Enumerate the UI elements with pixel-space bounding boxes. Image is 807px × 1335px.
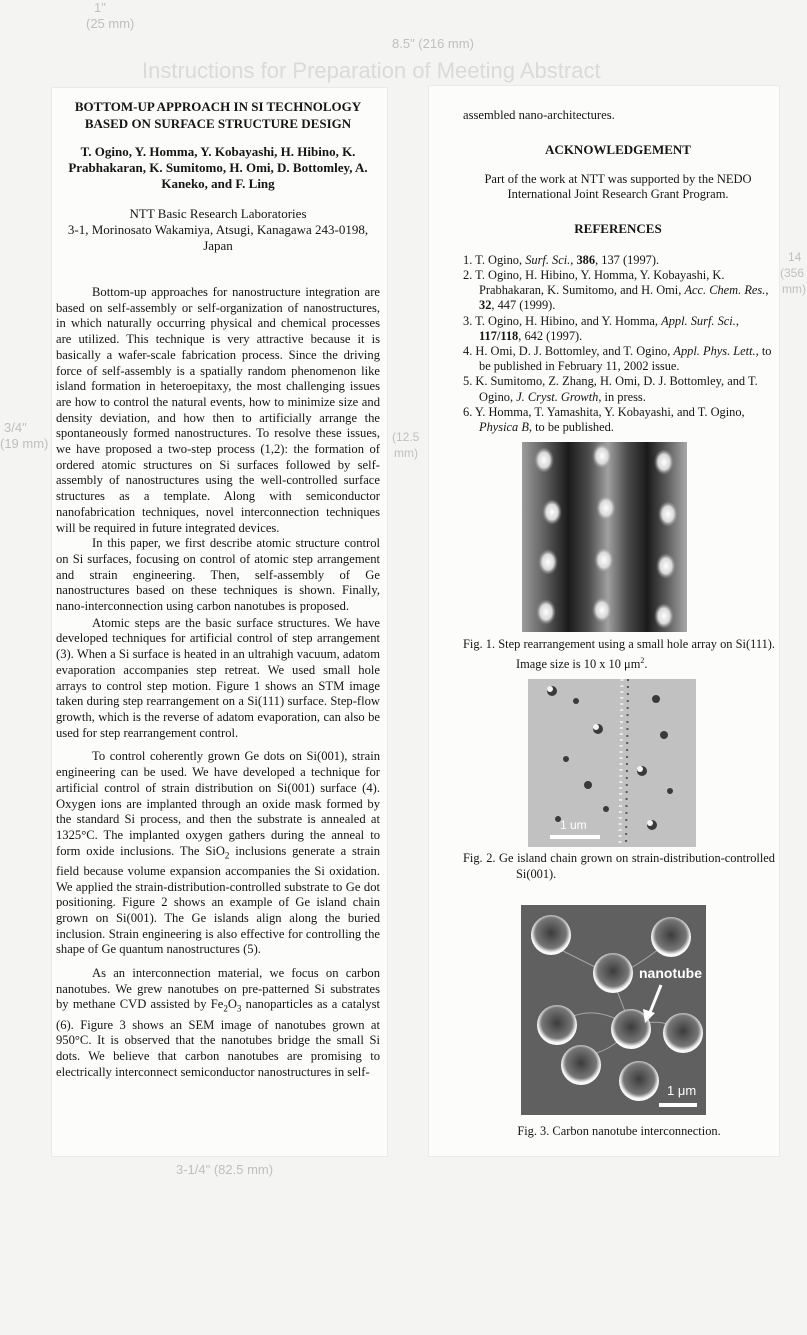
figure-2-scale-bar-label: 1 um xyxy=(560,818,587,832)
acknowledgement-heading: ACKNOWLEDGEMENT xyxy=(545,141,691,157)
affiliation xyxy=(56,206,380,254)
para-4-part-b: inclusions generate a strain field because volume expansion accompanies the Si oxidation. We applied the strain-distribution-controlled substrate to Ge dot positioning. Figure 2 shows an example of Ge island chain grown on Si(001). The Ge islands align along the buried inclusion. Strain engineering is also effective for controlling the shape of Ge quantum nanostructures (5). xyxy=(56,843,380,957)
left-margin-mm: (19 mm) xyxy=(0,436,49,451)
bottom-dimension-mark: 3-1/4" (82.5 mm) xyxy=(176,1162,274,1177)
figure-3-caption: Fig. 3. Carbon nanotube interconnection. xyxy=(517,1124,721,1138)
para-5-mid: O xyxy=(227,997,237,1012)
figure-3-sem-image xyxy=(521,905,706,1115)
reference-item: 3. T. Ogino, H. Hibino, and Y. Homma, Appl. Surf. Sci., 117/118, 642 (1997). xyxy=(463,313,739,343)
reference-item: 5. K. Sumitomo, Z. Zhang, H. Omi, D. J. Bottomley, and T. Ogino, J. Cryst. Growth, in press. xyxy=(463,374,758,404)
acknowledgement-text: Part of the work at NTT was supported by the NEDO International Joint Research Grant Program. xyxy=(484,171,752,202)
reference-list xyxy=(463,253,773,435)
left-margin-mark: 3/4" xyxy=(4,420,27,435)
right-margin-mm-2: mm) xyxy=(782,282,806,296)
para-5-part-a: As an interconnection material, we focus on carbon nanotubes. We grew nanotubes on pre-patterned Si substrates by methane CVD assisted by Fe xyxy=(56,966,380,1012)
para-5-subscript-2: 3 xyxy=(236,1003,242,1014)
continued-text: assembled nano-architectures. xyxy=(463,108,615,122)
right-margin-mark: 14 xyxy=(788,250,802,264)
para-4-part-a: To control coherently grown Ge dots on Si(001), strain engineering can be used. We have developed a technique for artificial control of strain distribution on Si(001) surface (4). Oxygen ions are implanted through an oxide mask formed by the standard Si process, and then the substrate is annealed at 1325°C. The implanted oxygen gathers during the anneal to form oxide inclusions. The SiO xyxy=(56,749,380,858)
left-column-page xyxy=(52,88,387,1156)
para-5-part-b: nanoparticles as a catalyst (6). Figure 3 shows an SEM image of nanotubes grown at 950°C. It is observed that the nanotubes bridge the small Si dots. We believe that carbon nanotubes are promising to electrically interconnect semiconductor nanostructures in self- xyxy=(56,997,380,1079)
right-margin-mm: (356 xyxy=(780,266,805,280)
author-list: T. Ogino, Y. Homma, Y. Kobayashi, H. Hibino, K. Prabhakaran, K. Sumitomo, H. Omi, D. Bottomley, A. Kaneko, and F. Ling xyxy=(68,144,368,191)
figure-1-graphic xyxy=(522,442,687,632)
references-heading: REFERENCES xyxy=(574,220,662,236)
reference-item: 1. T. Ogino, Surf. Sci., 386, 137 (1997). xyxy=(463,252,660,267)
body-paragraph-2: In this paper, we first describe atomic structure control on Si surfaces, focusing on control of atomic step arrangement and strain engineering. Then, self-assembly of Ge nanostructures based on these techniques is shown. Finally, nano-interconnection using carbon nanotubes is proposed. xyxy=(56,536,380,614)
reference-item: 6. Y. Homma, T. Yamashita, Y. Kobayashi, and T. Ogino, Physica B, to be published. xyxy=(463,404,745,434)
reference-item: 4. H. Omi, D. J. Bottomley, and T. Ogino, Appl. Phys. Lett., to be published in February 11, 2002 issue. xyxy=(463,343,772,374)
paper-title: BOTTOM-UP APPROACH IN SI TECHNOLOGY BASED ON SURFACE STRUCTURE DESIGN xyxy=(74,99,362,131)
figure-3-nanotube-label: nanotube xyxy=(639,965,702,981)
body-paragraph-5 xyxy=(56,966,380,1080)
affiliation-address: 3-1, Morinosato Wakamiya, Atsugi, Kanagawa 243-0198, Japan xyxy=(67,222,369,253)
affiliation-lab: NTT Basic Research Laboratories xyxy=(129,206,307,221)
figure-1-caption-superscript: 2 xyxy=(640,655,645,665)
column-gap-mark: (12.5 xyxy=(392,430,420,444)
figure-1-caption-text: Fig. 1. Step rearrangement using a small hole array on Si(111). Image size is 10 x 10 μm xyxy=(463,637,775,671)
reference-item: 2. T. Ogino, H. Hibino, Y. Homma, Y. Kobayashi, K. Prabhakaran, K. Sumitomo, and H. Omi, Acc. Chem. Res., 32, 447 (1999). xyxy=(463,267,769,313)
body-paragraph-4 xyxy=(56,749,380,958)
para-4-subscript: 2 xyxy=(224,850,230,861)
figure-2-graphic xyxy=(528,679,696,847)
figure-2-caption: Fig. 2. Ge island chain grown on strain-distribution-controlled Si(001). xyxy=(463,851,775,881)
top-dimension-mark: 1" xyxy=(94,0,106,15)
figure-1-stm-image xyxy=(522,442,687,632)
para-5-subscript-1: 2 xyxy=(223,1003,228,1014)
figure-2-afm-image xyxy=(528,679,696,847)
body-paragraph-3: Atomic steps are the basic surface structures. We have developed techniques for artificial control of step arrangement (3). When a Si surface is heated in an ultrahigh vacuum, adatom evaporation accompanies step retreat. We used small hole arrays to control step motion. Figure 1 shows an STM image taken during step rearrangement on a Si(111) surface. Step-flow growth, which is the reverse of adatom evaporation, can also be used for step rearrangement control. xyxy=(56,615,380,740)
body-paragraph-1: Bottom-up approaches for nanostructure integration are based on self-assembly or self-organization of nanostructures, in which naturally occurring physical and chemical processes are utilized. This technique is very attractive because it is basically a wafer-scale fabrication process. Since the driving force of self-assembly is a spatially random phenomenon like island formation in heteroepitaxy, the most challenging issues are how to control the natural events, how to minimize size and density deviation, and how then to artificially arrange the spontaneously formed nanostructures. To resolve these issues, we have proposed a two-step process (1,2): the formation of ordered atomic structures on Si surfaces followed by self-assembly of nanostructures using the well-controlled surface structures as a template. Along with semiconductor nanofabrication techniques, novel interconnection techniques will be required in future integrated devices. xyxy=(56,285,380,535)
figure-1-caption xyxy=(463,637,775,672)
column-gap-mark-2: mm) xyxy=(394,446,418,460)
template-header-ghost: Instructions for Preparation of Meeting Abstract xyxy=(142,58,601,83)
top-dimension-mm: (25 mm) xyxy=(86,16,135,31)
figure-3-scale-bar-label: 1 μm xyxy=(667,1083,697,1098)
right-column-page xyxy=(429,86,779,1156)
figure-1-caption-end: . xyxy=(644,656,648,671)
width-dimension-mark: 8.5" (216 mm) xyxy=(392,36,474,51)
